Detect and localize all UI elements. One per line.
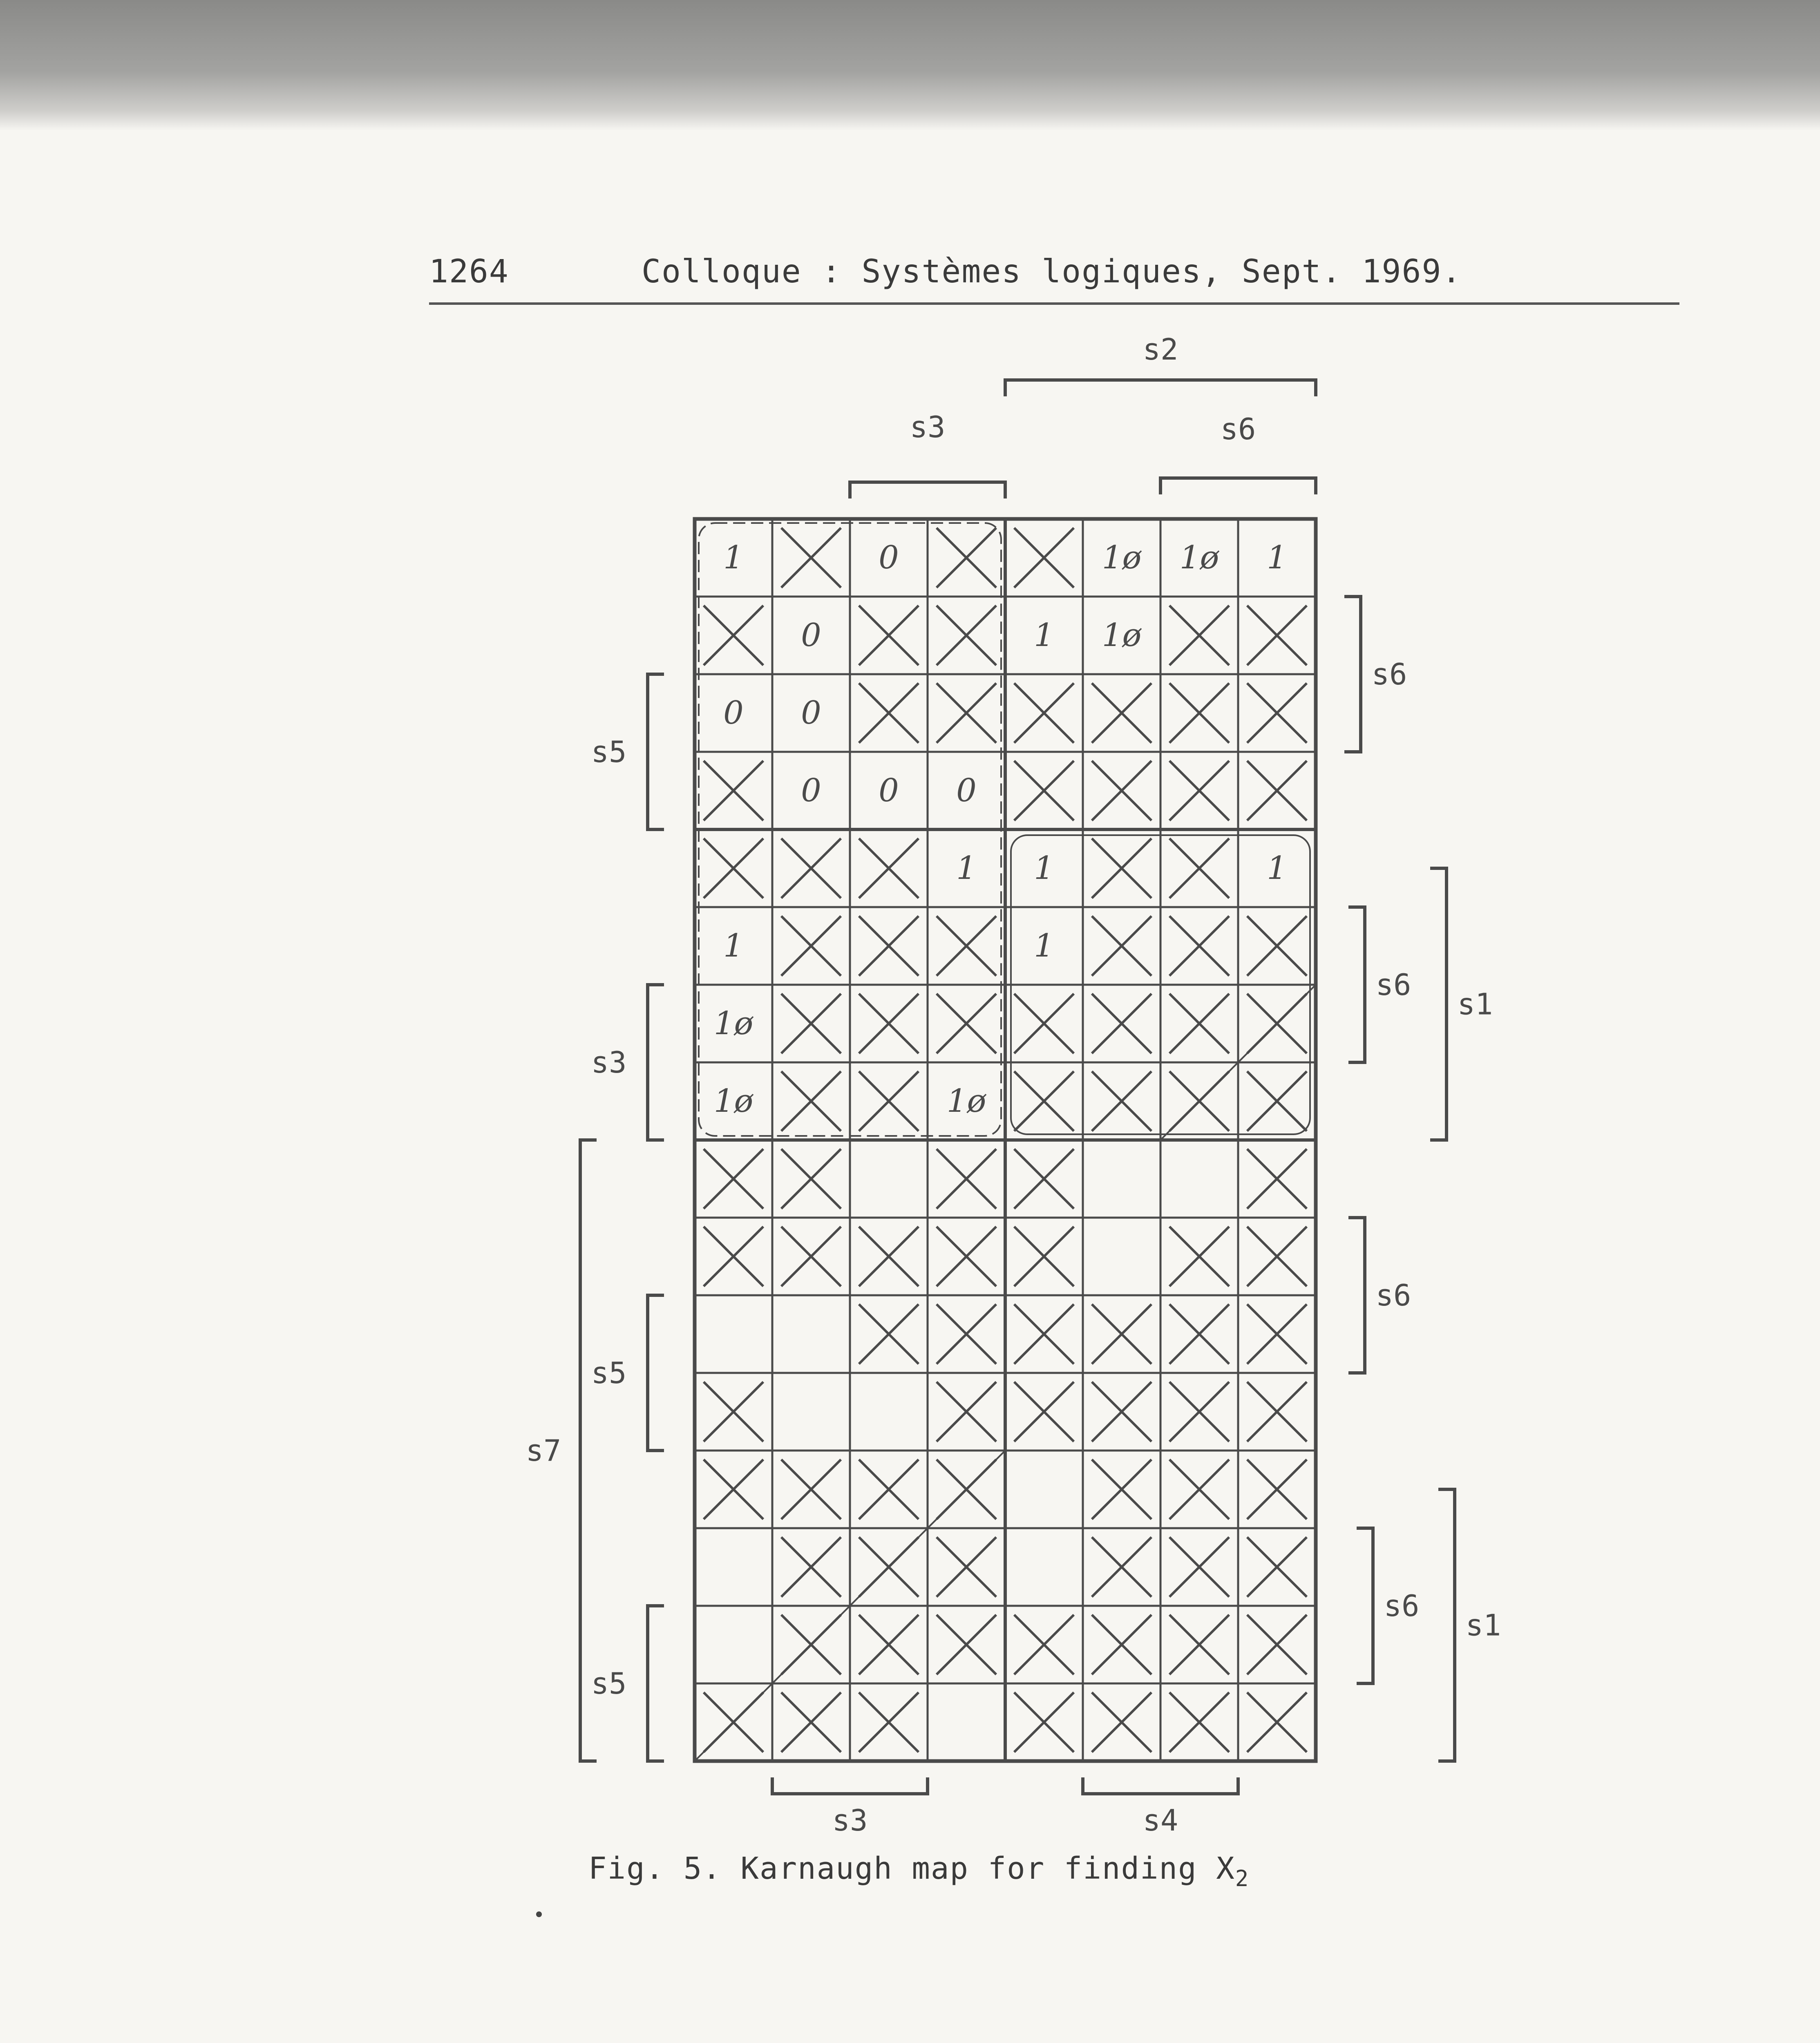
bracket-right bbox=[1344, 597, 1361, 752]
bracket-top bbox=[850, 482, 1005, 498]
cell-value: 1 bbox=[1034, 850, 1054, 887]
cell-value: 1 bbox=[956, 850, 977, 887]
cell-cross bbox=[781, 1227, 841, 1286]
cell-cross bbox=[1014, 683, 1074, 743]
variable-label-s1: s1 bbox=[1465, 1608, 1501, 1643]
figure-caption bbox=[588, 1851, 1249, 1891]
cell-cross bbox=[704, 1460, 763, 1519]
page-number: 1264 bbox=[429, 253, 509, 290]
cell-cross bbox=[1014, 1304, 1074, 1364]
cell-value: 0 bbox=[879, 772, 899, 809]
cell-cross bbox=[781, 838, 841, 898]
cell-cross bbox=[859, 838, 919, 898]
cell-cross bbox=[937, 683, 996, 743]
variable-label-s2: s2 bbox=[1143, 332, 1178, 367]
bracket-left bbox=[648, 674, 664, 829]
cell-cross bbox=[1169, 994, 1229, 1053]
variable-label-s6: s6 bbox=[1371, 657, 1407, 691]
bracket-bottom bbox=[1083, 1777, 1238, 1794]
cell-value: 0 bbox=[879, 539, 899, 576]
cell-cross bbox=[1092, 1460, 1151, 1519]
cell-value: 1 bbox=[723, 928, 744, 964]
cell-value: 1 bbox=[723, 539, 744, 576]
cell-cross bbox=[1247, 1460, 1307, 1519]
variable-brackets bbox=[526, 332, 1501, 1837]
bracket-right bbox=[1438, 1489, 1455, 1761]
cell-cross bbox=[1169, 761, 1229, 820]
variable-label-s3: s3 bbox=[591, 1045, 627, 1080]
cell-cross bbox=[1092, 1537, 1151, 1597]
cell-cross bbox=[937, 994, 996, 1053]
cell-cross bbox=[1014, 761, 1074, 820]
cell-cross bbox=[781, 994, 841, 1053]
bracket-right bbox=[1357, 1528, 1373, 1683]
cell-cross bbox=[781, 1460, 841, 1519]
variable-label-s5: s5 bbox=[591, 1356, 627, 1390]
cell-cross bbox=[1247, 683, 1307, 743]
cell-cross bbox=[937, 1149, 996, 1209]
cell-cross bbox=[1247, 606, 1307, 665]
cell-value: 1 bbox=[1267, 539, 1287, 576]
cell-cross bbox=[1014, 1692, 1074, 1752]
variable-label-s5: s5 bbox=[591, 1666, 627, 1701]
cell-cross bbox=[937, 1382, 996, 1442]
cell-cross bbox=[1169, 606, 1229, 665]
cell-cross bbox=[1092, 1382, 1151, 1442]
bracket-right bbox=[1348, 907, 1365, 1062]
cell-cross bbox=[1247, 916, 1307, 976]
bracket-left bbox=[648, 985, 664, 1140]
cell-cross bbox=[1014, 528, 1074, 588]
bracket-top bbox=[1160, 478, 1316, 494]
cell-cross bbox=[1247, 1537, 1307, 1597]
cell-cross bbox=[937, 1304, 996, 1364]
cell-cross bbox=[1169, 838, 1229, 898]
cell-cross bbox=[704, 1382, 763, 1442]
variable-label-s3: s3 bbox=[910, 410, 946, 444]
cell-value: 0 bbox=[801, 772, 821, 809]
cell-cross bbox=[1014, 1071, 1074, 1131]
cell-cross bbox=[704, 1149, 763, 1209]
variable-label-s6: s6 bbox=[1375, 1278, 1411, 1312]
cell-cross bbox=[781, 528, 841, 588]
cell-cross bbox=[859, 1304, 919, 1364]
cell-cross bbox=[781, 1537, 841, 1597]
cell-cross bbox=[1169, 1537, 1229, 1597]
cell-cross bbox=[1169, 1382, 1229, 1442]
cell-cross bbox=[704, 761, 763, 820]
cell-cross bbox=[937, 1537, 996, 1597]
variable-label-s7: s7 bbox=[525, 1433, 561, 1468]
cell-cross bbox=[859, 606, 919, 665]
cell-cross bbox=[1092, 683, 1151, 743]
cell-cross bbox=[781, 1692, 841, 1752]
cell-cross bbox=[859, 683, 919, 743]
cell-cross bbox=[1247, 1304, 1307, 1364]
cell-value: 0 bbox=[723, 695, 744, 731]
cell-cross bbox=[937, 528, 996, 588]
bracket-top bbox=[1005, 380, 1316, 396]
cell-cross bbox=[1092, 761, 1151, 820]
cell-cross bbox=[1092, 1692, 1151, 1752]
bracket-right bbox=[1348, 1218, 1365, 1373]
cell-value: 1ø bbox=[946, 1083, 986, 1120]
cell-cross bbox=[1247, 1692, 1307, 1752]
variable-label-s3: s3 bbox=[832, 1803, 868, 1837]
cell-cross bbox=[1092, 1071, 1151, 1131]
variable-label-s6: s6 bbox=[1220, 412, 1256, 446]
cell-cross bbox=[1169, 683, 1229, 743]
cell-cross bbox=[859, 1071, 919, 1131]
cell-cross bbox=[1247, 1615, 1307, 1674]
variable-label-s4: s4 bbox=[1143, 1803, 1178, 1837]
bracket-left bbox=[648, 1295, 664, 1451]
cell-cross bbox=[1092, 1304, 1151, 1364]
cell-cross bbox=[1014, 1615, 1074, 1674]
cell-cross bbox=[1014, 1149, 1074, 1209]
cell-cross bbox=[704, 1227, 763, 1286]
cell-cross bbox=[859, 1692, 919, 1752]
cell-cross bbox=[781, 916, 841, 976]
cell-cross bbox=[1092, 838, 1151, 898]
cell-value: 0 bbox=[801, 695, 821, 731]
cell-cross bbox=[1247, 1149, 1307, 1209]
karnaugh-grid bbox=[695, 519, 1316, 1761]
cell-cross bbox=[1169, 1304, 1229, 1364]
variable-label-s1: s1 bbox=[1457, 987, 1493, 1022]
cell-cross bbox=[1014, 1227, 1074, 1286]
bracket-left bbox=[648, 1606, 664, 1761]
cell-cross bbox=[1092, 1615, 1151, 1674]
cell-cross bbox=[704, 838, 763, 898]
cell-cross bbox=[781, 1071, 841, 1131]
cell-cross bbox=[859, 994, 919, 1053]
cell-cross bbox=[859, 1460, 919, 1519]
cell-cross bbox=[937, 1227, 996, 1286]
cell-value: 1 bbox=[1034, 617, 1054, 654]
cell-cross bbox=[1247, 1227, 1307, 1286]
variable-label-s6: s6 bbox=[1375, 968, 1411, 1002]
cell-cross bbox=[1092, 994, 1151, 1053]
cell-cross bbox=[1247, 761, 1307, 820]
cell-cross bbox=[1014, 994, 1074, 1053]
cell-value: 1ø bbox=[1102, 539, 1142, 576]
cell-cross bbox=[1092, 916, 1151, 976]
bracket-right bbox=[1430, 868, 1447, 1140]
caption-subscript: 2 bbox=[1235, 1866, 1250, 1891]
cell-value: 1ø bbox=[713, 1083, 753, 1120]
cell-cross bbox=[781, 1149, 841, 1209]
bracket-bottom bbox=[772, 1777, 928, 1794]
variable-label-s5: s5 bbox=[591, 735, 627, 769]
cell-cross bbox=[1169, 1227, 1229, 1286]
cell-cross bbox=[1169, 916, 1229, 976]
cell-cross bbox=[859, 916, 919, 976]
cell-cross bbox=[1247, 1071, 1307, 1131]
cell-value: 1 bbox=[1267, 850, 1287, 887]
cell-value: 1 bbox=[1034, 928, 1054, 964]
cell-value: 1ø bbox=[1102, 617, 1142, 654]
cell-cross bbox=[937, 1615, 996, 1674]
cell-cross bbox=[1247, 1382, 1307, 1442]
cell-value: 1ø bbox=[713, 1005, 753, 1042]
cell-cross bbox=[937, 916, 996, 976]
cell-value: 1ø bbox=[1179, 539, 1219, 576]
cell-cross bbox=[859, 1227, 919, 1286]
cell-cross bbox=[704, 606, 763, 665]
cell-value: 0 bbox=[801, 617, 821, 654]
cell-cross bbox=[1169, 1615, 1229, 1674]
cell-cross bbox=[1014, 1382, 1074, 1442]
running-title: Colloque : Systèmes logiques, Sept. 1969. bbox=[642, 253, 1462, 290]
variable-label-s6: s6 bbox=[1384, 1589, 1420, 1623]
cell-cross bbox=[1169, 1692, 1229, 1752]
cell-cross bbox=[937, 606, 996, 665]
cell-cross bbox=[859, 1615, 919, 1674]
caption-text: Fig. 5. Karnaugh map for finding X bbox=[588, 1851, 1235, 1886]
stray-dot bbox=[536, 1911, 542, 1917]
cell-cross bbox=[1169, 1460, 1229, 1519]
cell-value: 0 bbox=[956, 772, 977, 809]
